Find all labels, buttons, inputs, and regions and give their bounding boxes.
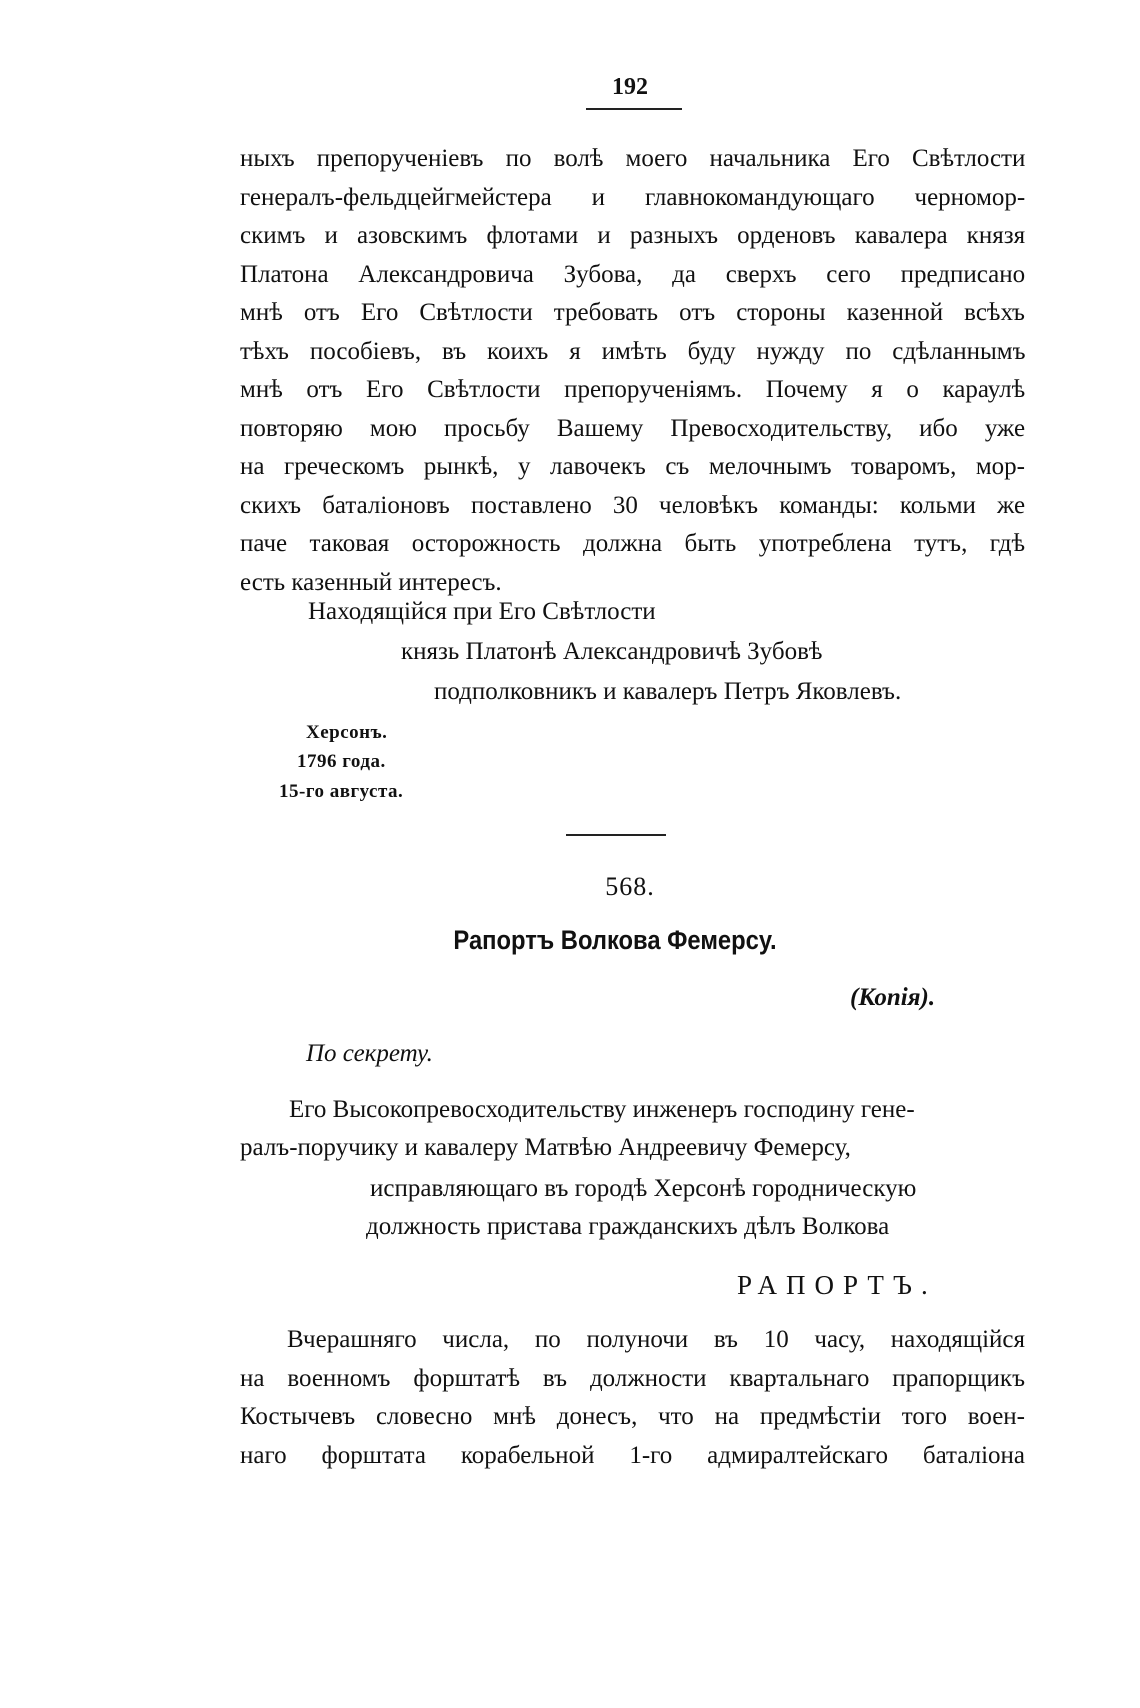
address-line-3: исправляющаго въ городѣ Херсонѣ городническую [370,1175,917,1202]
text-line: повторяю мою просьбу Вашему Превосходительству, ибо уже [240,414,1026,442]
secret-note: По секрету. [306,1040,433,1067]
text-line: паче таковая осторожность должна быть употреблена тутъ, гдѣ [240,530,1026,557]
section-divider [566,834,666,836]
address-line-4: должность пристава гражданскихъ дѣлъ Волкова [366,1213,890,1240]
date-year-line: 1796 года. [297,751,386,772]
text-line: есть казенный интересъ. [240,568,502,596]
text-line: ныхъ препорученіевъ по волѣ моего начальника Его Свѣтлости [240,145,1026,172]
date-day-line: 15-го августа. [279,781,404,802]
signature-line-2: князь Платонѣ Александровичѣ Зубовѣ [401,638,823,665]
place-line: Херсонъ. [306,722,388,743]
address-line-1: Его Высокопревосходительству инженеръ господину гене- [289,1096,915,1123]
address-line-2: ралъ-поручику и кавалеру Матвѣю Андреевичу Фемерсу, [240,1134,851,1161]
signature-line-1: Находящійся при Его Свѣтлости [308,598,656,625]
text-line: тѣхъ пособіевъ, въ коихъ я имѣть буду нужду по сдѣланнымъ [240,337,1026,365]
text-line: на греческомъ рынкѣ, у лавочекъ съ мелочнымъ товаромъ, мор- [240,453,1025,480]
page-number-rule [586,108,682,110]
text-line: Платона Александровича Зубова, да сверхъ сего предписано [240,260,1026,288]
text-line: мнѣ отъ Его Свѣтлости препорученіямъ. Почему я о караулѣ [240,376,1026,403]
signature-line-3: подполковникъ и кавалеръ Петръ Яковлевъ. [434,678,902,705]
text-line: наго форштата корабельной 1-го адмиралтейскаго баталіона [240,1441,1025,1469]
text-line: на военномъ форштатѣ въ должности квартальнаго прапорщикъ [240,1364,1025,1392]
report-body [240,1321,1025,1475]
text-line: скихъ баталіоновъ поставлено 30 человѣкъ команды: кольми же [240,491,1026,519]
text-line: мнѣ отъ Его Свѣтлости требовать отъ стороны казенной всѣхъ [240,299,1025,326]
raport-heading: РАПОРТЪ. [737,1270,937,1300]
page-number: 192 [612,74,648,100]
copy-note: (Копія). [850,984,936,1011]
document-number: 568. [605,872,655,901]
letter-body-continued [240,140,1025,602]
text-line: Костычевъ словесно мнѣ донесъ, что на предмѣстіи того воен- [240,1403,1025,1430]
text-line: скимъ и азовскимъ флотами и разныхъ орденовъ кавалера князя [240,222,1026,249]
text-line: Вчерашняго числа, по полуночи въ 10 часу, находящійся [287,1326,1025,1353]
text-line: генералъ-фельдцейгмейстера и главнокомандующаго черномор- [240,183,1026,211]
document-title: Рапортъ Волкова Фемерсу. [453,925,777,955]
